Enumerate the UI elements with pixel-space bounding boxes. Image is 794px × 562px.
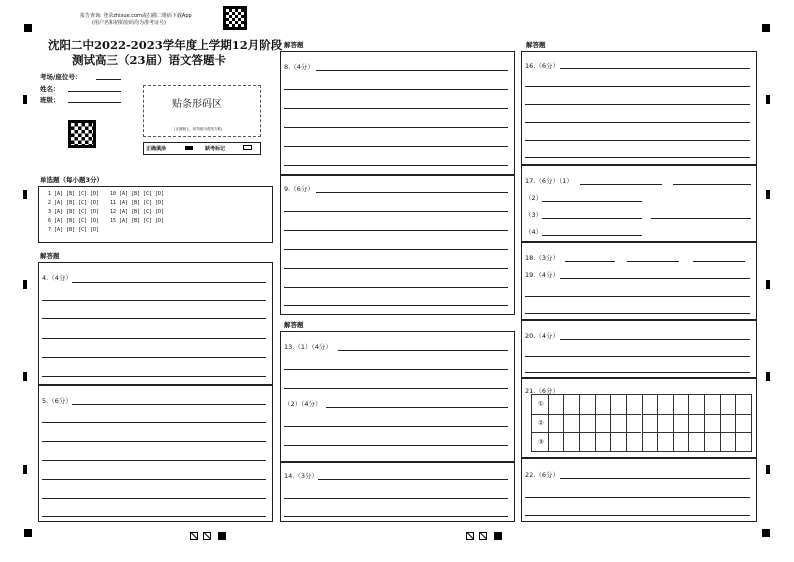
answer-line[interactable] [525,497,750,498]
answer-line[interactable] [42,479,266,480]
answer-line[interactable] [525,296,750,297]
answer-line[interactable] [284,249,508,250]
q20-label: 20.（4分） [525,332,559,340]
answer-line[interactable] [542,218,642,219]
q21-row1-marker: ① [538,400,544,408]
side-mark-icon [23,372,27,381]
answer-line[interactable] [560,478,750,479]
answer-line[interactable] [580,184,662,185]
answer-line[interactable] [316,70,508,71]
answer-line[interactable] [316,192,508,193]
mcq-row[interactable]: 7 [A] [B] [C] [D] [48,227,100,233]
registration-square-icon [762,529,770,537]
q20-box [521,320,757,378]
grid-cell[interactable] [688,414,704,433]
grid-cell[interactable] [704,414,720,433]
answer-line[interactable] [565,261,615,262]
absent-mark-checkbox[interactable] [243,145,252,150]
answer-line[interactable] [338,350,508,351]
answer-line[interactable] [42,422,266,423]
qr-code-icon [68,120,96,148]
grid-cell[interactable] [626,395,642,414]
grid-row-line [532,432,548,433]
q19-label: 19.（4分） [525,271,559,279]
grid-cell[interactable] [548,432,564,451]
answer-line[interactable] [525,86,750,87]
answer-line[interactable] [284,230,508,231]
grid-cell[interactable] [720,414,736,433]
q21-row3-marker: ③ [538,438,544,446]
answer-line[interactable] [525,122,750,123]
answer-line[interactable] [72,404,266,405]
q13-1-label: 13.（1）（4分） [284,343,332,351]
grid-cell[interactable] [579,395,595,414]
side-mark-icon [766,95,770,104]
side-mark-icon [23,465,27,474]
slashed-box-icon [479,532,487,540]
q17-2-label: （2） [525,194,543,202]
name-label: 姓名： [40,85,60,93]
answer-line[interactable] [284,108,508,109]
answer-line[interactable] [42,318,266,319]
q5-box [38,385,273,522]
answer-line[interactable] [525,372,750,373]
page-title-line2: 测试高三（23届）语文答题卡 [72,53,227,67]
answer-line[interactable] [560,339,750,340]
answer-line[interactable] [284,287,508,288]
answer-line[interactable] [284,516,508,517]
answer-line[interactable] [284,369,508,370]
q17-3-label: （3） [525,211,543,219]
mcq-row[interactable]: 2 [A] [B] [C] [D] [48,200,100,206]
q22-label: 22.（6分） [525,471,559,479]
mcq-heading: 单选题（每小题3分） [40,176,104,184]
answer-line[interactable] [42,357,266,358]
report-notice-sub: (用户名和初始密码均为准考证号) [92,20,166,26]
slashed-box-icon [190,532,198,540]
mcq-row[interactable]: 6 [A] [B] [C] [D] [48,218,100,224]
mcq-row[interactable]: 12 [A] [B] [C] [D] [110,209,165,215]
report-notice: 报告查询: 登录zhixue.com或扫描二维码下载App [80,13,192,19]
answer-line[interactable] [284,426,508,427]
answer-line[interactable] [284,165,508,166]
answer-line[interactable] [560,68,750,69]
mcq-row[interactable]: 3 [A] [B] [C] [D] [48,209,100,215]
grid-cell[interactable] [735,432,751,451]
q9-label: 9.（6分） [284,185,314,193]
qr-code-icon [223,6,247,30]
grid-cell[interactable] [657,414,673,433]
grid-cell[interactable] [688,395,704,414]
answer-line[interactable] [326,407,508,408]
side-mark-icon [766,372,770,381]
slashed-box-icon [466,532,474,540]
grid-cell[interactable] [642,432,658,451]
q8-label: 8.（4分） [284,63,314,71]
grid-cell[interactable] [673,414,689,433]
grid-row-line [532,414,548,415]
answer-line[interactable] [525,356,750,357]
answer-line[interactable] [284,305,508,306]
answer-line[interactable] [284,146,508,147]
registration-square-icon [24,529,32,537]
q14-label: 14.（3分） [284,472,318,480]
answer-line[interactable] [542,201,642,202]
grid-cell[interactable] [642,414,658,433]
answer-heading: 解答题 [526,41,546,49]
q5-label: 5.（6分） [42,397,72,405]
answer-line[interactable] [284,498,508,499]
answer-line[interactable] [42,498,266,499]
grid-cell[interactable] [626,432,642,451]
grid-cell[interactable] [735,395,751,414]
q4-box [38,262,273,385]
answer-line[interactable] [284,89,508,90]
registration-square-icon [24,24,32,32]
answer-line[interactable] [318,479,508,480]
grid-cell[interactable] [704,395,720,414]
grid-cell[interactable] [610,395,626,414]
answer-line[interactable] [627,261,679,262]
answer-line[interactable] [525,104,750,105]
q22-box [521,458,757,522]
answer-line[interactable] [284,388,508,389]
side-mark-icon [23,95,27,104]
grid-cell[interactable] [735,414,751,433]
grid-cell[interactable] [610,414,626,433]
side-mark-icon [766,190,770,199]
answer-line[interactable] [42,460,266,461]
absent-mark-label: 缺考标记 [205,146,226,152]
q16-label: 16.（6分） [525,62,559,70]
mcq-row[interactable]: 10 [A] [B] [C] [D] [110,191,165,197]
grid-cell[interactable] [579,432,595,451]
grid-cell[interactable] [688,432,704,451]
registration-square-icon [762,24,770,32]
q4-label: 4.（4分） [42,274,72,282]
grid-cell[interactable] [548,395,564,414]
answer-line[interactable] [284,127,508,128]
side-mark-icon [766,465,770,474]
grid-cell[interactable] [673,432,689,451]
exam-no-label: 考场/座位号： [40,73,82,81]
grid-cell[interactable] [548,414,564,433]
grid-cell[interactable] [563,414,579,433]
registration-square-icon [494,532,502,540]
grid-cell[interactable] [563,395,579,414]
answer-line[interactable] [42,338,266,339]
answer-line[interactable] [525,157,750,158]
grid-cell[interactable] [595,432,611,451]
grid-cell[interactable] [579,414,595,433]
grid-cell[interactable] [563,432,579,451]
side-mark-icon [23,190,27,199]
answer-line[interactable] [42,376,266,377]
class-field[interactable] [68,102,121,103]
barcode-note: (正面朝上，切勿贴出虚线方框) [174,127,223,131]
side-mark-icon [23,280,27,289]
grid-cell[interactable] [595,414,611,433]
answer-line[interactable] [525,515,750,516]
grid-cell[interactable] [626,414,642,433]
answer-line[interactable] [525,140,750,141]
name-field[interactable] [68,91,121,92]
q21-writing-grid[interactable] [531,394,752,452]
barcode-title: 贴条形码区 [172,99,222,110]
grid-cell[interactable] [642,395,658,414]
answer-line[interactable] [72,282,266,283]
q21-row2-marker: ② [538,419,544,427]
grid-cell[interactable] [610,432,626,451]
answer-line[interactable] [673,184,751,185]
mcq-row[interactable]: 1 [A] [B] [C] [D] [48,191,100,197]
answer-heading: 解答题 [284,321,304,329]
answer-line[interactable] [42,441,266,442]
grid-cell[interactable] [673,395,689,414]
answer-line[interactable] [560,278,750,279]
mcq-row[interactable]: 15 [A] [B] [C] [D] [110,218,165,224]
answer-line[interactable] [42,300,266,301]
grid-cell[interactable] [595,395,611,414]
mcq-row[interactable]: 11 [A] [B] [C] [D] [110,200,165,206]
grid-cell[interactable] [704,432,720,451]
correct-fill-label: 正确填涂 [146,146,167,152]
answer-heading: 解答题 [40,252,60,260]
correct-fill-sample [185,146,193,150]
exam-no-field[interactable] [96,79,121,80]
q17-label: 17.（6分）（1） [525,177,573,185]
q17-4-label: （4） [525,228,543,236]
slashed-box-icon [203,532,211,540]
grid-cell[interactable] [657,432,673,451]
q18-label: 18.（3分） [525,254,559,262]
grid-cell[interactable] [720,432,736,451]
answer-line[interactable] [42,516,266,517]
answer-line[interactable] [651,218,751,219]
q13-2-label: （2）（4分） [284,400,322,408]
answer-line[interactable] [284,211,508,212]
side-mark-icon [766,280,770,289]
page-title-line1: 沈阳二中2022-2023学年度上学期12月阶段 [48,38,283,52]
answer-line[interactable] [284,445,508,446]
answer-heading: 解答题 [284,41,304,49]
q9-box [280,175,515,315]
class-label: 班级： [40,96,60,104]
answer-line[interactable] [284,268,508,269]
grid-cell[interactable] [657,395,673,414]
answer-line[interactable] [542,235,642,236]
registration-square-icon [218,532,226,540]
q21-label: 21.（6分） [525,387,559,395]
answer-line[interactable] [693,261,745,262]
grid-cell[interactable] [720,395,736,414]
answer-line[interactable] [525,313,750,314]
